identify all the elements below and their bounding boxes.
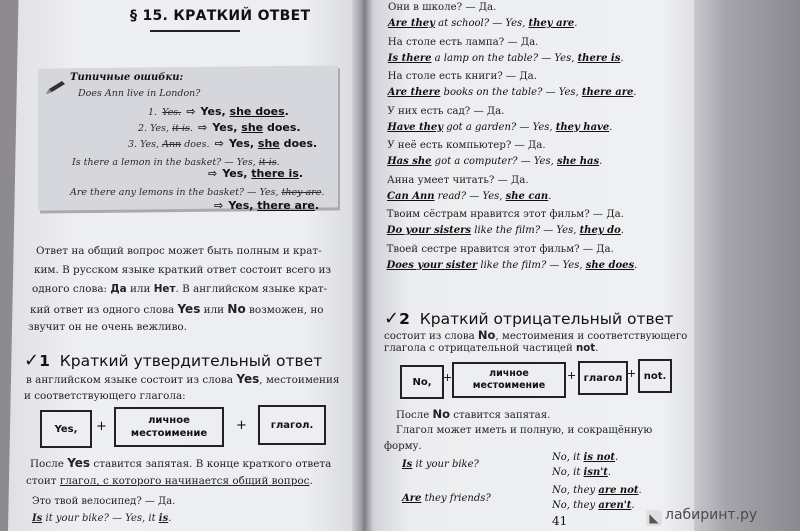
para-line-2: ким. В русском языке краткий ответ состоит всего из (34, 264, 332, 276)
example-question: Анна умеет читать? — Да. (387, 174, 529, 186)
section-1-after-2: стоит глагол, с которого начинается общий вопрос. (26, 475, 313, 487)
formula-box-yes: Yes, (40, 410, 92, 448)
plus-sign: + (627, 367, 637, 380)
checkmark-icon: ✓ (24, 350, 40, 371)
formula-box-pronoun: личное местоимение (114, 407, 224, 447)
section-2-after: После No ставится запятая. (396, 407, 551, 421)
example-answer: Have they got a garden? — Yes, they have. (387, 121, 613, 133)
page-number: 41 (552, 514, 568, 528)
error-question-1: Does Ann live in London? (78, 88, 201, 99)
formula-box-no: No, (400, 365, 444, 399)
title-underline (150, 30, 240, 32)
example-question: На столе есть книги? — Да. (387, 71, 537, 82)
section-2-heading: ✓2 Краткий отрицательный ответ (384, 308, 674, 329)
error-question-2: Is there a lemon in the basket? — Yes, it is. (72, 157, 280, 168)
example-question: Они в школе? — Да. (388, 2, 497, 13)
checkmark-icon: ✓ (384, 308, 400, 329)
error-row-1: 1. Yes. ⇨ Yes, she does. (148, 105, 289, 118)
section-1-line-1: в английском языке состоит из слова Yes, местоимения (26, 372, 340, 386)
section-2-ex2-a2: No, they aren't. (552, 500, 635, 511)
plus-sign: + (236, 418, 247, 433)
background-shadow (694, 0, 800, 531)
formula-box-not: not. (638, 359, 672, 393)
error-row-2: 2. Yes, it is. ⇨ Yes, she does. (138, 121, 301, 134)
error-correct-3: ⇨ Yes, there are. (214, 199, 320, 212)
section-2-ex2-q: Are they friends? (402, 493, 491, 504)
section-2-line-2: глагола с отрицательной частицей not. (384, 343, 599, 354)
example-question: У них есть сад? — Да. (387, 105, 505, 117)
example-answer: Can Ann read? — Yes, she can. (387, 190, 552, 202)
formula-box-verb: глагол. (258, 405, 326, 445)
error-correct-2: ⇨ Yes, there is. (208, 167, 304, 180)
plus-sign: + (96, 419, 107, 434)
section-2-ex1-a1: No, it is not. (552, 452, 619, 463)
error-question-3: Are there any lemons in the basket? — Yes, they are. (70, 187, 325, 198)
section-2-ex2-a1: No, they are not. (552, 485, 642, 496)
lesson-title: § 15. КРАТКИЙ ОТВЕТ (130, 8, 311, 24)
formula-box-verb: глагол (578, 361, 628, 395)
example-answer: Is there a lamp on the table? — Yes, there is. (387, 52, 624, 64)
example-question: У неё есть компьютер? — Да. (387, 140, 546, 151)
section-2-line-3: Глагол может иметь и полную, и сокращённую (396, 425, 653, 436)
section-2-line-1: состоит из слова No, местоимения и соответствующего (384, 328, 688, 342)
section-1-line-2: и соответствующего глагола: (24, 390, 186, 402)
section-2-line-4: форму. (384, 441, 422, 452)
example-question: На столе есть лампа? — Да. (387, 36, 539, 48)
plus-sign: + (567, 369, 577, 382)
para-line-5: звучит он не очень вежливо. (28, 321, 187, 333)
section-1-after-1: После Yes ставится запятая. В конце краткого ответа (30, 456, 332, 470)
book-spine (352, 0, 374, 531)
watermark-logo-icon: ◣ (646, 510, 662, 526)
example-question: Твоим сёстрам нравится этот фильм? — Да. (386, 209, 624, 220)
wrong-answer: Yes. (162, 107, 182, 118)
section-1-heading: ✓1 Краткий утвердительный ответ (24, 350, 323, 371)
section-1-example-a: Is it your bike? — Yes, it is. (32, 513, 172, 524)
example-answer: Has she got a computer? — Yes, she has. (387, 156, 603, 167)
plus-sign: + (443, 371, 453, 384)
section-2-ex1-a2: No, it isn't. (552, 467, 612, 478)
section-1-example-q: Это твой велосипед? — Да. (32, 496, 176, 507)
para-line-3: одного слова: Да или Нет. В английском языке крат- (32, 283, 328, 295)
formula-box-pronoun: личное местоимение (452, 362, 566, 398)
watermark-text: ◣ лабиринт.ру (646, 507, 757, 526)
para-line-1: Ответ на общий вопрос может быть полным и крат- (36, 245, 322, 257)
example-answer: Do your sisters like the film? — Yes, they do. (386, 225, 624, 236)
example-answer: Are there books on the table? — Yes, there are. (387, 87, 637, 98)
pencil-icon (44, 80, 66, 96)
errors-heading: Типичные ошибки: (70, 72, 184, 83)
error-row-3: 3. Yes, Ann does. ⇨ Yes, she does. (128, 137, 318, 150)
example-answer: Are they at school? — Yes, they are. (388, 18, 578, 29)
example-question: Твоей сестре нравится этот фильм? — Да. (386, 243, 614, 255)
example-answer: Does your sister like the film? — Yes, she does. (386, 259, 638, 271)
section-2-ex1-q: Is it your bike? (402, 459, 479, 470)
para-line-4: кий ответ из одного слова Yes или No возможен, но (30, 302, 324, 316)
